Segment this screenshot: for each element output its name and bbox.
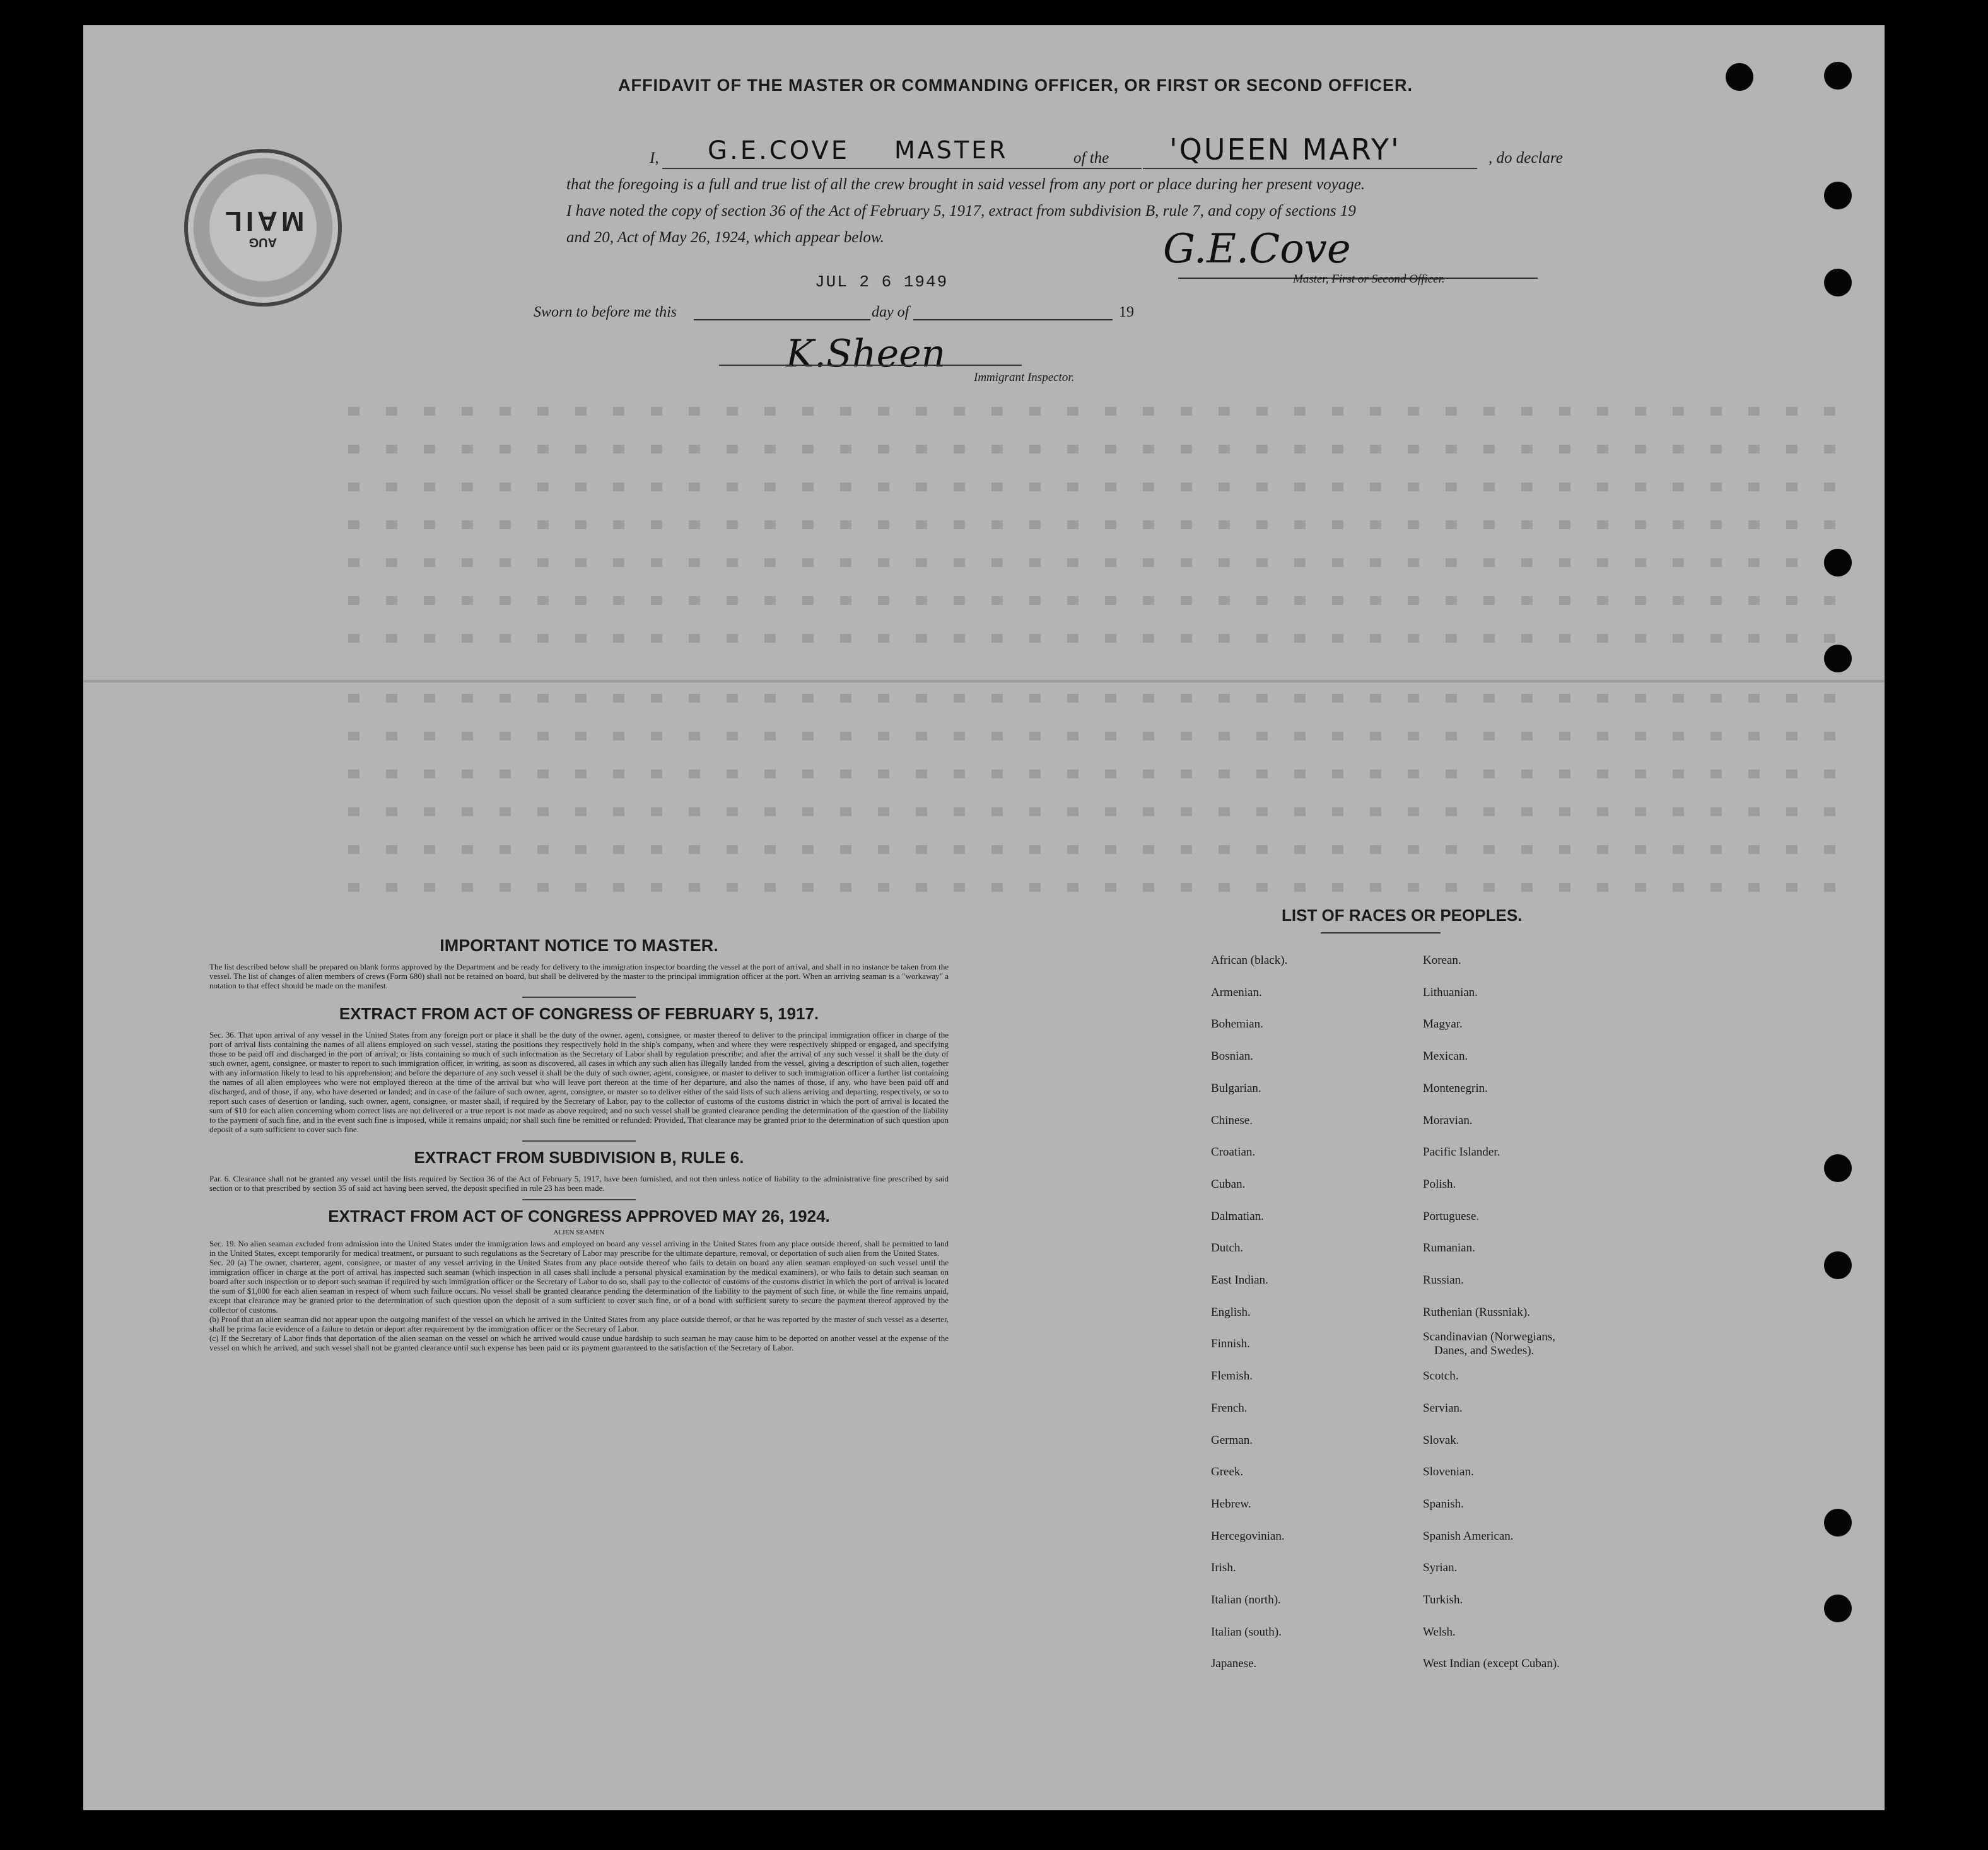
race-item: Lithuanian. [1423, 985, 1478, 999]
extract-1917-heading: EXTRACT FROM ACT OF CONGRESS OF FEBRUARY 5, 1917. [339, 1004, 819, 1023]
punch-hole [1824, 645, 1852, 672]
faint-row [348, 596, 1862, 605]
faint-row [348, 407, 1862, 416]
race-item: German. [1211, 1433, 1253, 1447]
race-item: Bohemian. [1211, 1017, 1263, 1031]
divider [522, 1199, 636, 1200]
race-item: Irish. [1211, 1561, 1236, 1575]
faint-row [348, 807, 1862, 816]
race-item: Servian. [1423, 1401, 1463, 1415]
race-item: Italian (north). [1211, 1593, 1281, 1607]
extract-rule6-body: Par. 6. Clearance shall not be granted any vessel until the lists required by Section 36 of the Act of February 5, 1917, have been furnished, and not then unless notice of liability to the administrative fine prescribed by said section or to that prescribed by section 35 of said act having been served, the deposit specified in rule 23 has been made. [209, 1174, 949, 1193]
races-heading-rule [1321, 932, 1441, 934]
race-item: African (black). [1211, 954, 1288, 967]
race-item: Magyar. [1423, 1017, 1463, 1031]
race-item: Mexican. [1423, 1050, 1468, 1063]
vessel-name-handwritten: 'QUEEN MARY' [1169, 132, 1401, 167]
master-name-line [662, 168, 1142, 169]
alien-seamen-subheading: ALIEN SEAMEN [553, 1229, 605, 1236]
faint-row [348, 558, 1862, 567]
declaration-line-3: I have noted the copy of section 36 of the Act of February 5, 1917, extract from subdivision B, rule 7, and copy of sections 19 [566, 202, 1356, 220]
race-item: Montenegrin. [1423, 1081, 1488, 1095]
notice-section [209, 936, 949, 1352]
races-column-left [1211, 945, 1287, 1680]
race-item: Portuguese. [1423, 1209, 1480, 1223]
declaration-line-2: that the foregoing is a full and true list of all the crew brought in said vessel from any port or place during her present voyage. [566, 176, 1365, 193]
master-signature: G.E.Cove [1163, 226, 1351, 272]
punch-hole [1824, 269, 1852, 296]
notice-body: The list described below shall be prepared on blank forms approved by the Department and be ready for delivery to the immigration inspector boarding the vessel at the port of arrival, and shall in no instance be taken from the vessel. The list of changes of alien members of crews (Form 680) shall not be retained on board, but shall be delivered by the master to the principal immigration officer at the port. When an arriving seaman is a "workaway" a notation to that effect should be made on the manifest. [209, 962, 949, 990]
rank-handwritten: MASTER [894, 136, 1009, 164]
race-item [1423, 1328, 1560, 1361]
day-of-label: day of [872, 304, 909, 320]
race-item: Hebrew. [1211, 1497, 1251, 1511]
divider [522, 997, 636, 998]
race-item: Armenian. [1211, 985, 1262, 999]
extract-1917-body: Sec. 36. That upon arrival of any vessel in the United States from any foreign port or place it shall be the duty of the owner, agent, consignee, or master thereof to deliver to the principal immigration officer in charge of the port of arrival lists containing the names of all aliens employed on such vessel, stating the positions they respectively hold in the ship's company, when and where they were respectively shipped or engaged, and specifying those to be paid off and discharged in the port of arrival; or lists containing so much of such information as the Secretary of Labor shall by regulation prescribe; and after the arrival of any such vessel it shall be the duty of such owner, agent, consignee, or master to report to such immigration officer, in writing, as soon as discovered, all cases in which any such alien has illegally landed from the vessel, giving a description of such alien, together with any information likely to lead to his apprehension; and before the departure of any such vessel it shall be the duty of such owner, agent, consignee, or master to deliver to such immigration officer a further list containing the names of all alien employees who were not employed thereon at the time of the arrival but who will leave port thereon at the time of her departure, and also the names of those, if any, who have been paid off and discharged, and of those, if any, who have deserted or landed; and in case of the failure of such owner, agent, consignee, or master so to deliver either of the said lists of such aliens arriving and departing, respectively, or so to report such cases of desertion or landing, such owner, agent, consignee, or master shall, if required by the Secretary of Labor, pay to the collector of customs of the customs district in which the port of arrival is located the sum of $10 for each alien concerning whom correct lists are not delivered or a true report is not made as above required; and no such vessel shall be granted clearance pending the determination of the question of the liability to the payment of such fine, and in the event such fine is imposed, while it remains unpaid; nor shall such fine be remitted or refunded: Provided, That clearance may be granted prior to the determination of such question upon deposit of a sum sufficient to cover such fine. [209, 1030, 949, 1134]
declaration-line-4: and 20, Act of May 26, 1924, which appear below. [566, 229, 884, 246]
faint-row [348, 483, 1862, 491]
races-heading: LIST OF RACES OR PEOPLES. [1282, 906, 1523, 925]
date-stamp: JUL 2 6 1949 [815, 272, 949, 291]
sworn-date-line [694, 319, 870, 320]
race-item: Chinese. [1211, 1113, 1253, 1127]
punch-hole [1824, 182, 1852, 209]
race-item: Syrian. [1423, 1561, 1458, 1575]
race-item: Flemish. [1211, 1369, 1253, 1383]
extract-rule6-heading: EXTRACT FROM SUBDIVISION B, RULE 6. [414, 1148, 744, 1167]
punch-hole [1824, 1595, 1852, 1622]
race-item: Dalmatian. [1211, 1209, 1264, 1223]
inspector-signature: K.Sheen [786, 332, 946, 376]
faint-row [348, 732, 1862, 741]
struck-officer-label: First or Second Officer. [1331, 272, 1445, 286]
race-item: Japanese. [1211, 1657, 1257, 1671]
race-item: East Indian. [1211, 1273, 1268, 1287]
sworn-label: Sworn to before me this [534, 304, 677, 320]
stamp-month: AUG [248, 235, 278, 249]
race-item: Slovenian. [1423, 1465, 1474, 1479]
race-item: Croatian. [1211, 1145, 1256, 1159]
faint-row [348, 770, 1862, 778]
race-item-line: Scandinavian (Norwegians, [1423, 1330, 1555, 1344]
race-item: Spanish American. [1423, 1529, 1514, 1543]
race-item: Dutch. [1211, 1241, 1244, 1255]
race-item: Spanish. [1423, 1497, 1464, 1511]
race-item: Finnish. [1211, 1337, 1250, 1351]
signatory-master-label: Master, [1293, 272, 1329, 286]
inspector-title: Immigrant Inspector. [974, 371, 1075, 384]
notice-heading: IMPORTANT NOTICE TO MASTER. [440, 936, 718, 955]
sworn-month-line [913, 319, 1113, 320]
race-item: Hercegovinian. [1211, 1529, 1285, 1543]
punch-hole [1726, 63, 1753, 91]
extract-1924-sec20c: (c) If the Secretary of Labor finds that deportation of the alien seaman on the vessel on which he arrived would cause undue hardship to such seaman he may cause him to be deported on another vessel at the expense of the vessel on which he arrived, and such vessel shall not be granted clearance until such expense has been paid or its payment guaranteed to the satisfaction of the Secretary of Labor. [209, 1333, 949, 1352]
extract-1924-sec19: Sec. 19. No alien seaman excluded from admission into the United States under the immigration laws and employed on board any vessel arriving in the United States from any place outside thereof, shall be permitted to land in the United States, except temporarily for medical treatment, or pursuant to such regulations as the Secretary of Labor may prescribe for the ultimate departure, removal, or deportation of such alien from the United States. [209, 1239, 949, 1258]
race-item: Korean. [1423, 954, 1461, 967]
race-item: English. [1211, 1305, 1251, 1319]
race-item: Welsh. [1423, 1625, 1456, 1639]
extract-1924-heading: EXTRACT FROM ACT OF CONGRESS APPROVED MAY 26, 1924. [328, 1207, 830, 1226]
extract-1924-sec20a: Sec. 20 (a) The owner, charterer, agent, consignee, or master of any vessel arriving in the United States from any place outside thereof who fails to detain on board any alien seaman employed on such vessel until the immigration officer in charge at the port of arrival has inspected such seaman (which inspection in all cases shall include a personal physical examination by the medical examiners), or who fails to detain such seaman on board after such inspection or to deport such seaman if required by such immigration officer or the Secretary of Labor to do so, shall pay to the collector of customs of the customs district in which the port of arrival is located the sum of $1,000 for each alien seaman in respect of whom such failure occurs. No vessel shall be granted clearance pending the determination of the liability to the payment of such fine, or while the fine remains unpaid, except that clearance may be granted prior to the determination of such question upon the deposit of a sum sufficient to cover such fine, or of a bond with sufficient surety to secure the payment thereof approved by the collector of customs. [209, 1258, 949, 1314]
race-item: Slovak. [1423, 1433, 1459, 1447]
extract-1924-sec20b: (b) Proof that an alien seaman did not appear upon the outgoing manifest of the vessel on which he arrived in the United States from any place outside thereof, or that he was reported by the master of such vessel as a deserter, shall be prima facie evidence of a failure to detain or deport after requirement by the immigration officer or the Secretary of Labor. [209, 1314, 949, 1333]
race-item: French. [1211, 1401, 1248, 1415]
manifest-page [83, 25, 1885, 1810]
races-column-right [1423, 945, 1560, 1680]
declaration-prefix: I, [650, 149, 659, 167]
punch-hole [1824, 1509, 1852, 1537]
of-the-label: of the [1073, 149, 1109, 167]
race-item: Bosnian. [1211, 1050, 1254, 1063]
race-item: Scotch. [1423, 1369, 1459, 1383]
stamp-text: MAIL [221, 206, 305, 237]
race-item: Cuban. [1211, 1177, 1246, 1191]
punch-hole [1824, 1154, 1852, 1182]
inspector-line [719, 365, 1022, 366]
do-declare-label: , do declare [1488, 149, 1563, 167]
race-item: West Indian (except Cuban). [1423, 1657, 1560, 1671]
race-item: Greek. [1211, 1465, 1244, 1479]
faint-row [348, 845, 1862, 854]
affidavit-title: AFFIDAVIT OF THE MASTER OR COMMANDING OFFICER, OR FIRST OR SECOND OFFICER. [618, 76, 1413, 95]
faint-row [348, 883, 1862, 892]
race-item: Rumanian. [1423, 1241, 1475, 1255]
master-name-handwritten: G.E.COVE [708, 136, 850, 165]
signatory-title [1293, 272, 1445, 286]
race-item-line: Danes, and Swedes). [1434, 1344, 1535, 1358]
faint-row [348, 634, 1862, 643]
vessel-name-line [1143, 168, 1477, 169]
race-item: Polish. [1423, 1177, 1456, 1191]
race-item: Ruthenian (Russniak). [1423, 1305, 1530, 1319]
fold-line [83, 680, 1885, 682]
punch-hole [1824, 1251, 1852, 1279]
race-item: Bulgarian. [1211, 1081, 1261, 1095]
mail-stamp [184, 149, 342, 307]
race-item: Turkish. [1423, 1593, 1463, 1607]
race-item: Italian (south). [1211, 1625, 1282, 1639]
faint-row [348, 445, 1862, 454]
faint-row [348, 694, 1862, 703]
faint-row [348, 520, 1862, 529]
year-prefix: 19 [1119, 304, 1134, 320]
race-item: Pacific Islander. [1423, 1145, 1500, 1159]
punch-hole [1824, 549, 1852, 577]
divider [522, 1140, 636, 1142]
punch-hole [1824, 62, 1852, 90]
race-item: Moravian. [1423, 1113, 1473, 1127]
race-item: Russian. [1423, 1273, 1464, 1287]
